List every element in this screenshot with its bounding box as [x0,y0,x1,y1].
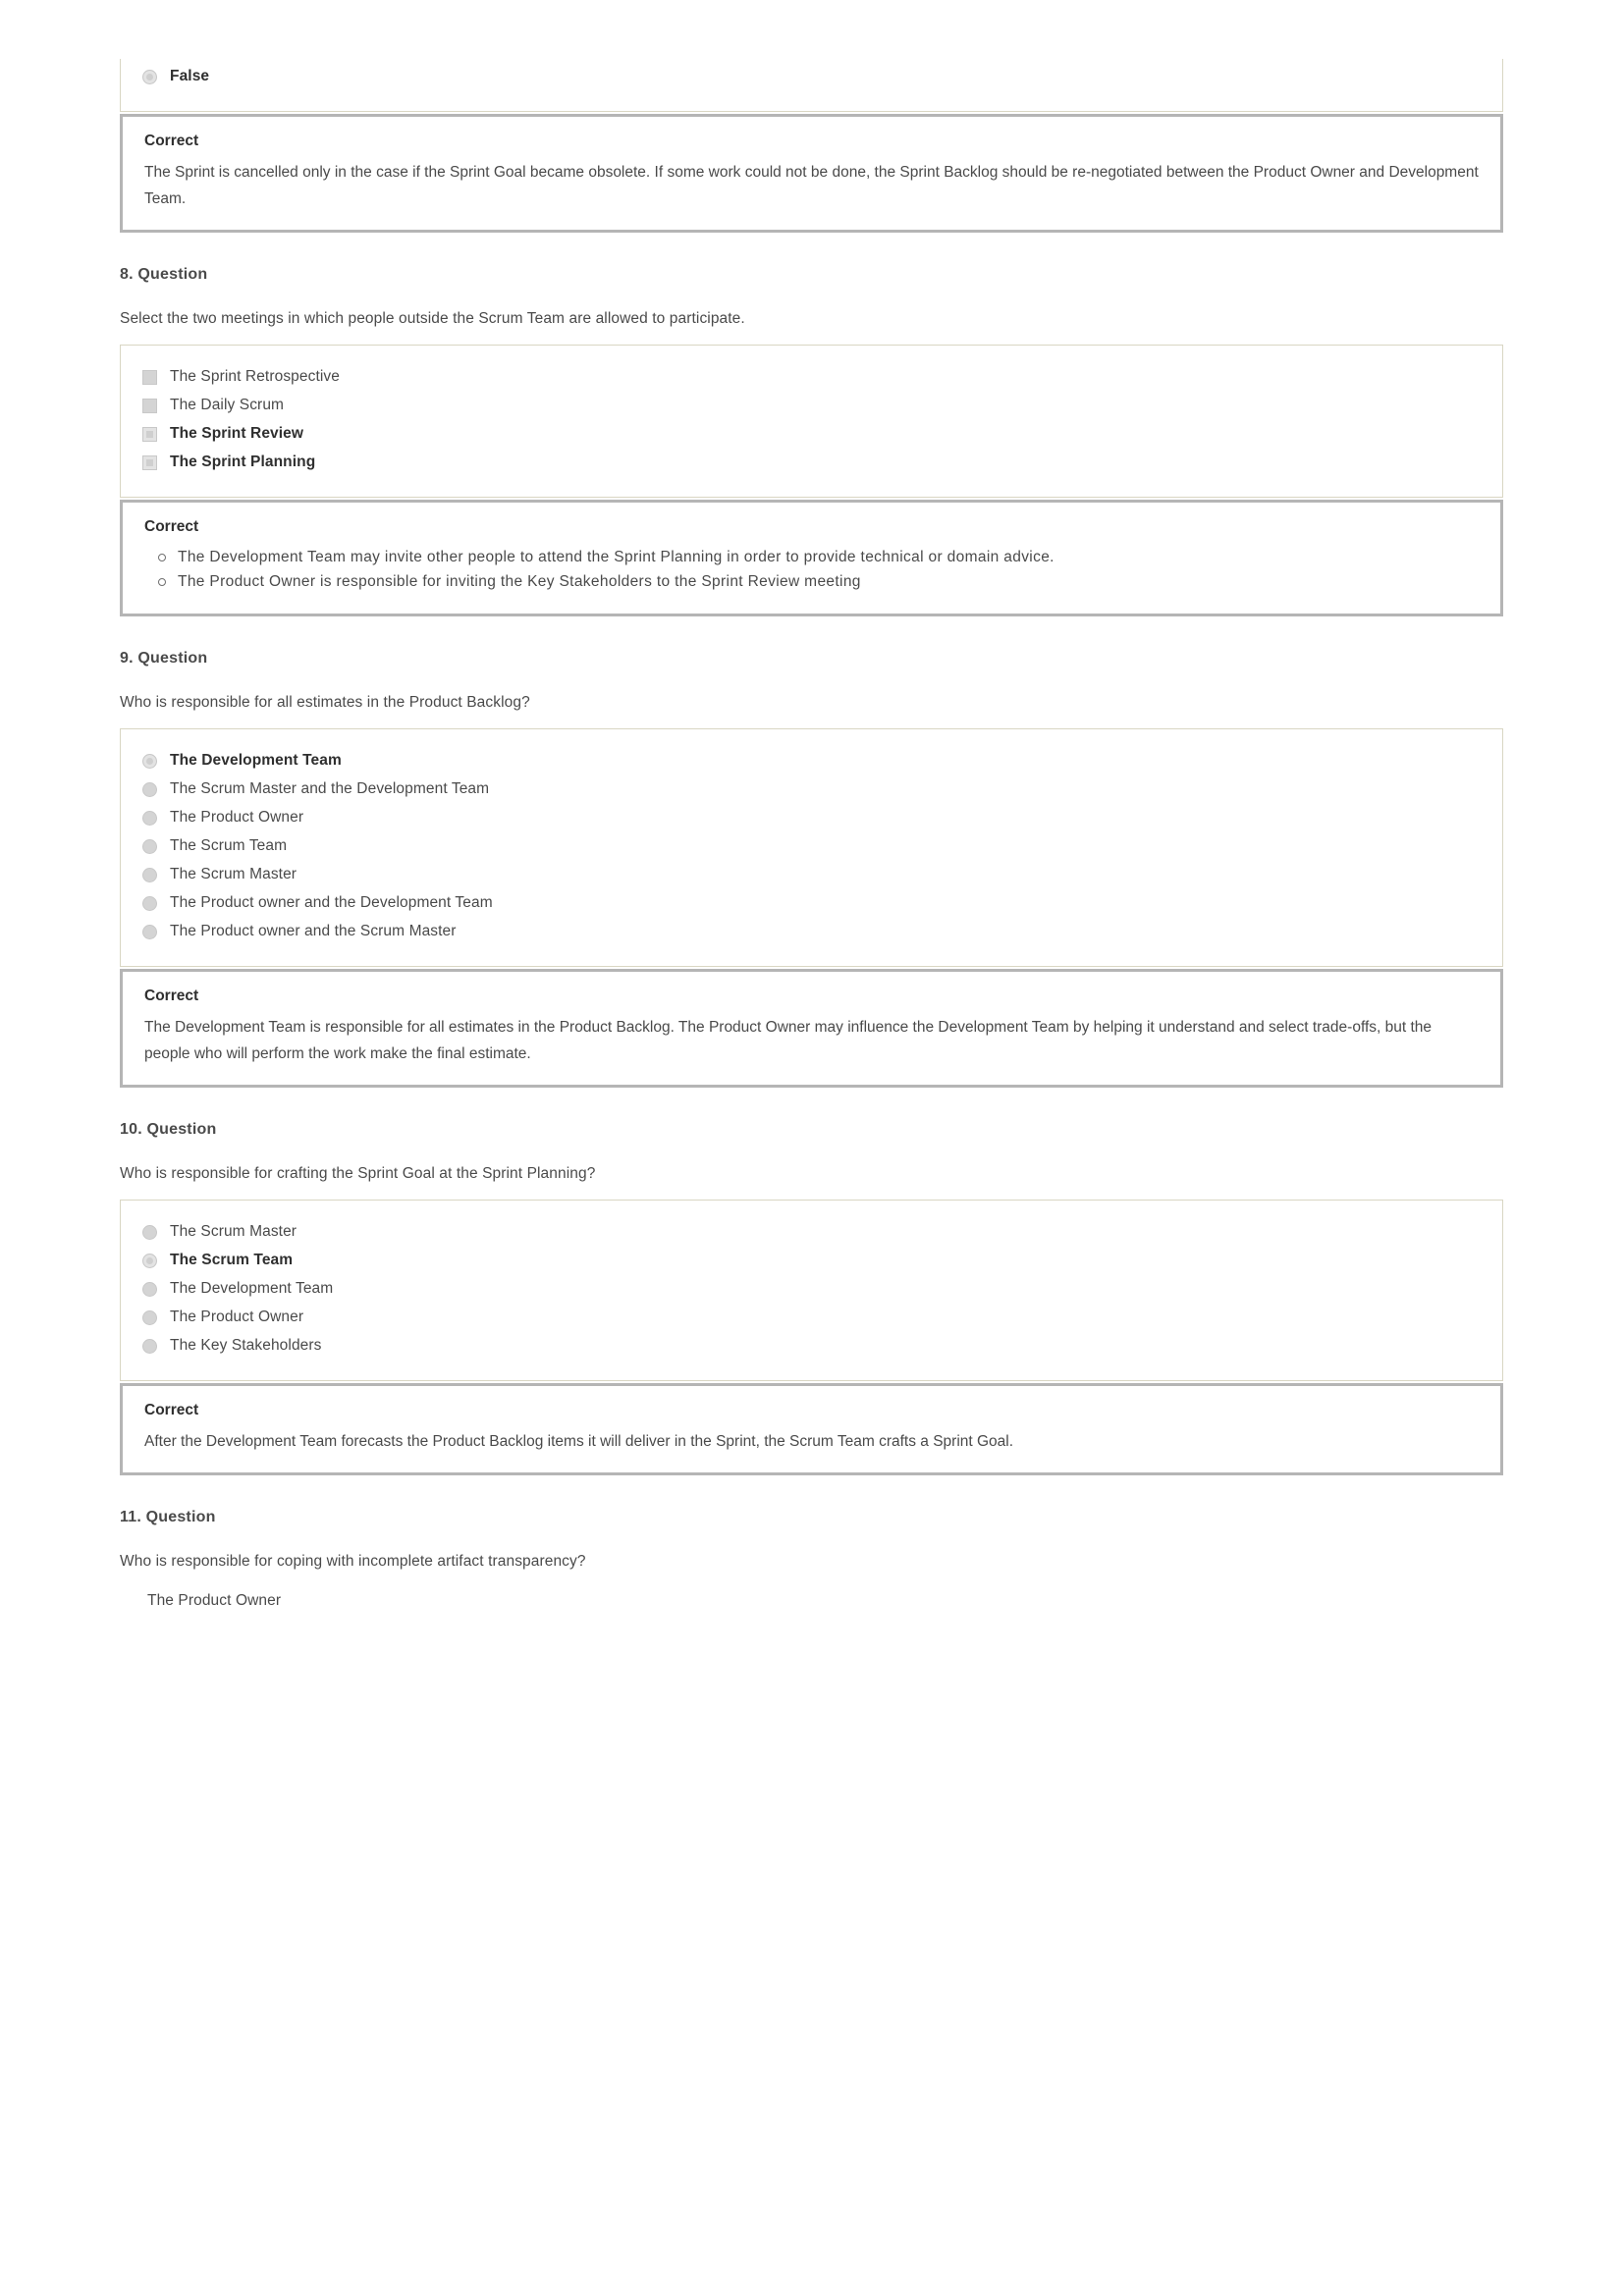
list-item[interactable] [142,1275,1481,1304]
option-label: The Product Owner [170,809,304,826]
list-item[interactable] [142,918,1481,946]
list-item[interactable] [142,63,1481,91]
radio-button-icon[interactable] [142,1225,157,1240]
list-item[interactable] [142,889,1481,918]
radio-button-icon[interactable] [142,782,157,797]
option-label: The Sprint Retrospective [170,368,340,385]
option-label: The Development Team [170,752,342,769]
question-9-heading: 9. Question [120,650,208,667]
question-9-prompt: Who is responsible for all estimates in the Product Backlog? [120,694,530,711]
question-7-options [120,59,1503,112]
question-10-options [120,1200,1503,1381]
list-item[interactable] [142,1247,1481,1275]
radio-button-icon[interactable] [142,839,157,854]
list-item[interactable] [142,420,1481,449]
question-10-prompt: Who is responsible for crafting the Sprint Goal at the Sprint Planning? [120,1165,596,1182]
checkbox-icon[interactable] [142,427,157,442]
question-11-heading: 11. Question [120,1509,216,1525]
list-item[interactable] [142,804,1481,832]
list-item[interactable] [142,775,1481,804]
option-label: The Scrum Master [170,1223,298,1240]
option-label: The Sprint Review [170,425,304,442]
radio-button-icon[interactable] [142,1254,157,1268]
option-label: The Product owner and the Scrum Master [170,923,457,939]
feedback-body: After the Development Team forecasts the Product Backlog items it will deliver in the Sprint, the Scrum Team crafts a Sprint Goal. [144,1433,1014,1450]
question-9-feedback [120,969,1503,1088]
list-item[interactable] [120,1587,1503,1616]
radio-button-icon[interactable] [142,754,157,769]
list-item[interactable] [142,747,1481,775]
question-8-heading: 8. Question [120,266,208,283]
question-10-heading: 10. Question [120,1121,217,1138]
option-label: The Sprint Planning [170,454,316,470]
checkbox-icon[interactable] [142,399,157,413]
checkbox-icon[interactable] [142,455,157,470]
list-item[interactable] [142,1332,1481,1361]
feedback-title: Correct [144,1402,199,1418]
feedback-title: Correct [144,988,199,1004]
radio-button-icon[interactable] [142,70,157,84]
option-label: The Key Stakeholders [170,1337,322,1354]
option-label: False [170,68,210,84]
list-item[interactable] [142,363,1481,392]
option-label: The Daily Scrum [170,397,285,413]
list-item[interactable] [142,392,1481,420]
option-label: The Scrum Master and the Development Team [170,780,490,797]
option-label: The Product Owner [170,1308,304,1325]
option-label: The Scrum Master [170,866,298,882]
list-item[interactable] [142,832,1481,861]
radio-button-icon[interactable] [142,1282,157,1297]
checkbox-icon[interactable] [142,370,157,385]
list-item: The Development Team may invite other people to attend the Sprint Planning in order to provide technical or domain advice. [174,545,1479,569]
question-11-prompt: Who is responsible for coping with incomplete artifact transparency? [120,1553,586,1570]
question-8-prompt: Select the two meetings in which people outside the Scrum Team are allowed to participate. [120,310,745,327]
radio-button-icon[interactable] [142,811,157,826]
feedback-title: Correct [144,133,199,149]
list-item[interactable] [142,1218,1481,1247]
radio-button-icon[interactable] [142,896,157,911]
list-item: The Product Owner is responsible for inviting the Key Stakeholders to the Sprint Review meeting [174,569,1479,594]
radio-button-icon[interactable] [142,868,157,882]
list-item[interactable] [142,1304,1481,1332]
feedback-bullet-list [144,545,1479,594]
list-item[interactable] [142,449,1481,477]
question-8-feedback [120,500,1503,616]
question-11-options [120,1587,1503,1616]
radio-button-icon[interactable] [142,1339,157,1354]
question-9-options [120,728,1503,967]
option-label: The Scrum Team [170,837,288,854]
question-7-feedback [120,114,1503,233]
option-label: The Scrum Team [170,1252,294,1268]
feedback-body: The Sprint is cancelled only in the case if the Sprint Goal became obsolete. If some work could not be done, the Sprint Backlog should be re-negotiated between the Product Owner and Development Team. [144,164,1479,207]
option-label: The Product owner and the Development Team [170,894,493,911]
radio-button-icon[interactable] [142,1310,157,1325]
feedback-body: The Development Team is responsible for all estimates in the Product Backlog. The Product Owner may influence the Development Team by helping it understand and select trade-offs, but the people who will perform the work make the final estimate. [144,1019,1433,1062]
list-item[interactable] [142,861,1481,889]
option-label: The Development Team [170,1280,334,1297]
radio-button-icon[interactable] [142,925,157,939]
question-10-feedback [120,1383,1503,1475]
question-8-options [120,345,1503,498]
option-label: The Product Owner [147,1592,282,1609]
feedback-title: Correct [144,518,199,535]
